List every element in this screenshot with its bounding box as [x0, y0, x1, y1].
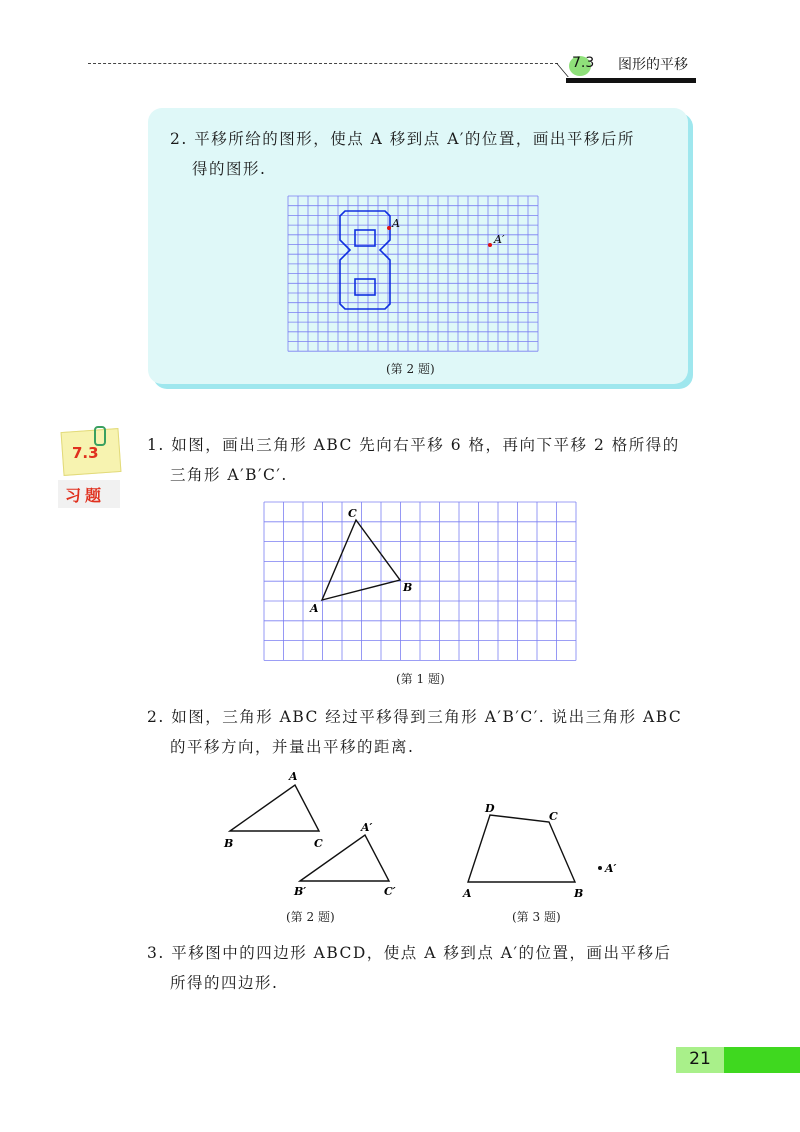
label-c: C	[549, 810, 558, 823]
label-b: B	[574, 887, 584, 900]
point-a-prime-label: A′	[494, 233, 505, 246]
problem1-figure	[260, 498, 582, 666]
header-rule	[88, 63, 558, 64]
problem1-caption: (第 1 题)	[396, 672, 445, 686]
point-a-prime	[598, 866, 602, 870]
label-a: A	[289, 770, 298, 783]
problem3-figure	[455, 800, 635, 905]
grid	[288, 196, 538, 351]
exercise-text-line2: 得的图形.	[192, 160, 267, 178]
section-number: 7.3	[572, 55, 595, 71]
quadrilateral-abcd	[468, 815, 575, 882]
section-title: 图形的平移	[618, 57, 688, 73]
triangle-abc	[230, 785, 319, 831]
problem3-caption: (第 3 题)	[512, 910, 561, 924]
point-a	[387, 226, 391, 230]
problem2-caption: (第 2 题)	[286, 910, 335, 924]
problem3-line1: 3. 平移图中的四边形 ABCD，使点 A 移到点 A′的位置，画出平移后	[147, 944, 672, 962]
problem2-line2: 的平移方向，并量出平移的距离.	[170, 738, 415, 756]
page-number: 21	[689, 1049, 711, 1069]
problem2-figure	[215, 765, 415, 905]
problem2-line1: 2. 如图，三角形 ABC 经过平移得到三角形 A′B′C′. 说出三角形 ABC	[147, 708, 683, 726]
label-a-prime: A′	[605, 862, 617, 875]
point-a-prime	[488, 243, 492, 247]
label-b: B	[403, 581, 413, 594]
label-b-prime: B′	[294, 885, 307, 898]
label-b: B	[224, 837, 234, 850]
paperclip-icon	[94, 426, 106, 446]
label-a: A	[310, 602, 319, 615]
page-number-bar	[724, 1047, 800, 1073]
problem3-line2: 所得的四边形.	[170, 974, 279, 992]
label-a-prime: A′	[361, 821, 373, 834]
label-c: C	[348, 507, 357, 520]
exercise-figure-caption: (第 2 题)	[386, 362, 435, 376]
problem1-line1: 1. 如图，画出三角形 ABC 先向右平移 6 格，再向下平移 2 格所得的	[147, 436, 680, 454]
problem1-line2: 三角形 A′B′C′.	[170, 466, 288, 484]
label-d: D	[485, 802, 495, 815]
exercise-text-line1: 2. 平移所给的图形，使点 A 移到点 A′的位置，画出平移后所	[170, 130, 635, 148]
badge-number: 7.3	[72, 444, 99, 462]
point-a-label: A	[392, 217, 400, 230]
label-a: A	[463, 887, 472, 900]
label-c: C	[314, 837, 323, 850]
grid	[264, 502, 576, 660]
label-c-prime: C′	[384, 885, 396, 898]
exercise-figure	[280, 190, 550, 352]
triangle-abc	[322, 520, 400, 600]
badge-label: 习题	[65, 486, 106, 505]
